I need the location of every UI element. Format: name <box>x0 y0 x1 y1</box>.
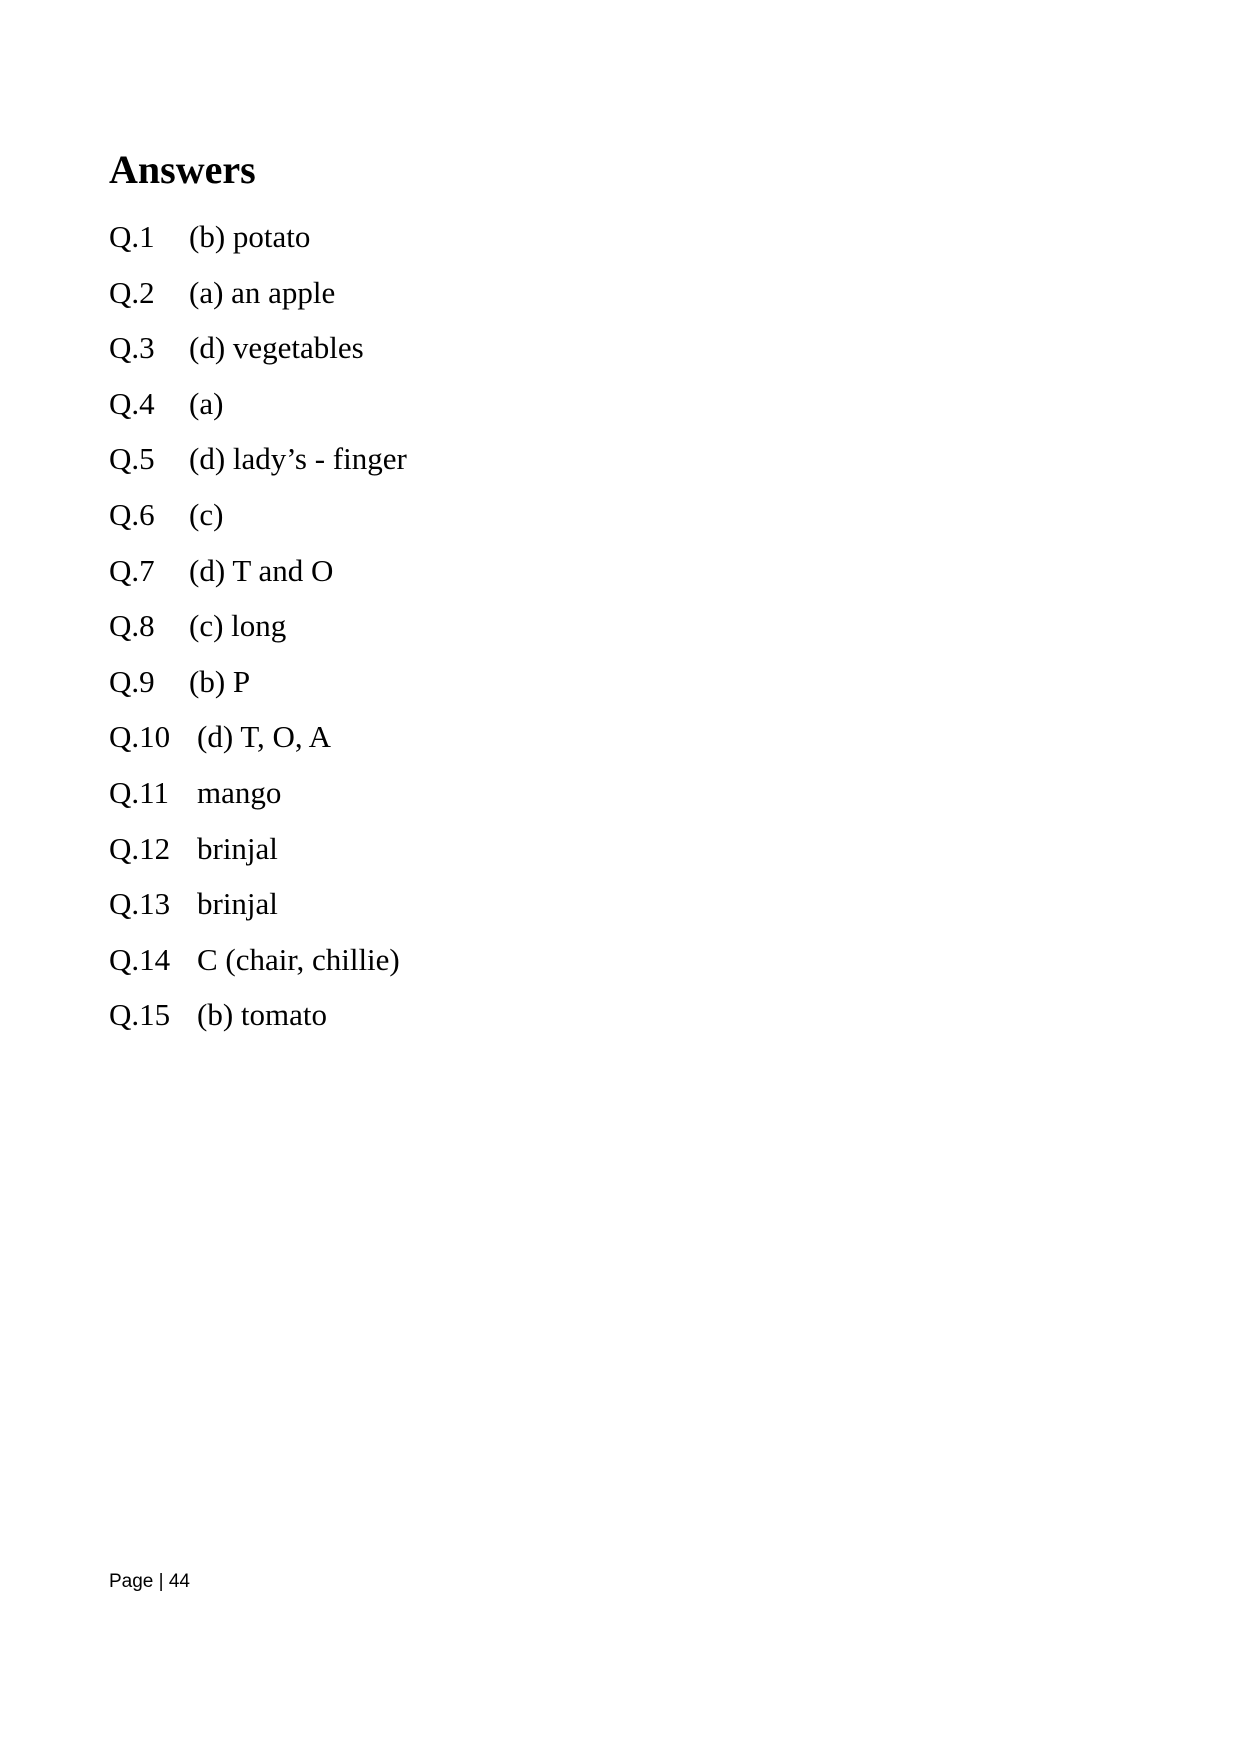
answer-text: C (chair, chillie) <box>197 941 400 977</box>
answer-text: (a) <box>189 385 224 421</box>
answer-text: (c) <box>189 496 224 532</box>
answer-text: (b) potato <box>189 219 311 254</box>
answer-text: brinjal <box>197 830 278 866</box>
answer-text: (c) long <box>189 608 287 644</box>
list-item <box>109 884 407 940</box>
question-number: Q.7 <box>109 552 155 588</box>
list-item <box>109 384 407 440</box>
question-number: Q.8 <box>109 608 155 644</box>
question-number: Q.12 <box>109 830 171 866</box>
question-number: Q.3 <box>109 330 155 366</box>
list-item <box>109 606 407 662</box>
list-item <box>109 717 407 773</box>
answer-text: (b) tomato <box>197 997 327 1033</box>
list-item <box>109 662 407 718</box>
list-item <box>109 328 407 384</box>
question-number: Q.15 <box>109 997 171 1033</box>
question-number: Q.6 <box>109 496 155 532</box>
list-item <box>109 273 407 329</box>
question-number: Q.9 <box>109 663 155 699</box>
answer-text: (d) T and O <box>189 552 334 588</box>
question-number: Q.2 <box>109 274 155 310</box>
list-item <box>109 551 407 607</box>
question-number: Q.5 <box>109 441 155 477</box>
list-item <box>109 940 407 996</box>
answer-text: brinjal <box>197 886 278 922</box>
page-title: Answers <box>109 147 256 192</box>
answer-text: (a) an apple <box>189 274 336 310</box>
list-item <box>109 773 407 829</box>
answer-text: (b) P <box>189 663 251 699</box>
page-number: Page | 44 <box>109 1571 191 1592</box>
list-item <box>109 995 407 1051</box>
answer-text: (d) vegetables <box>189 330 364 366</box>
question-number: Q.4 <box>109 385 155 421</box>
answer-text: (d) lady’s - finger <box>189 441 407 477</box>
list-item <box>109 439 407 495</box>
answer-text: mango <box>197 774 282 810</box>
question-number: Q.10 <box>109 719 171 755</box>
question-number: Q.13 <box>109 886 171 922</box>
question-number: Q.14 <box>109 941 171 977</box>
list-item <box>109 495 407 551</box>
list-item <box>109 217 407 273</box>
question-number: Q.11 <box>109 774 169 810</box>
answer-list <box>109 217 407 1051</box>
question-number: Q.1 <box>109 219 155 254</box>
answer-text: (d) T, O, A <box>197 719 332 755</box>
list-item <box>109 829 407 885</box>
